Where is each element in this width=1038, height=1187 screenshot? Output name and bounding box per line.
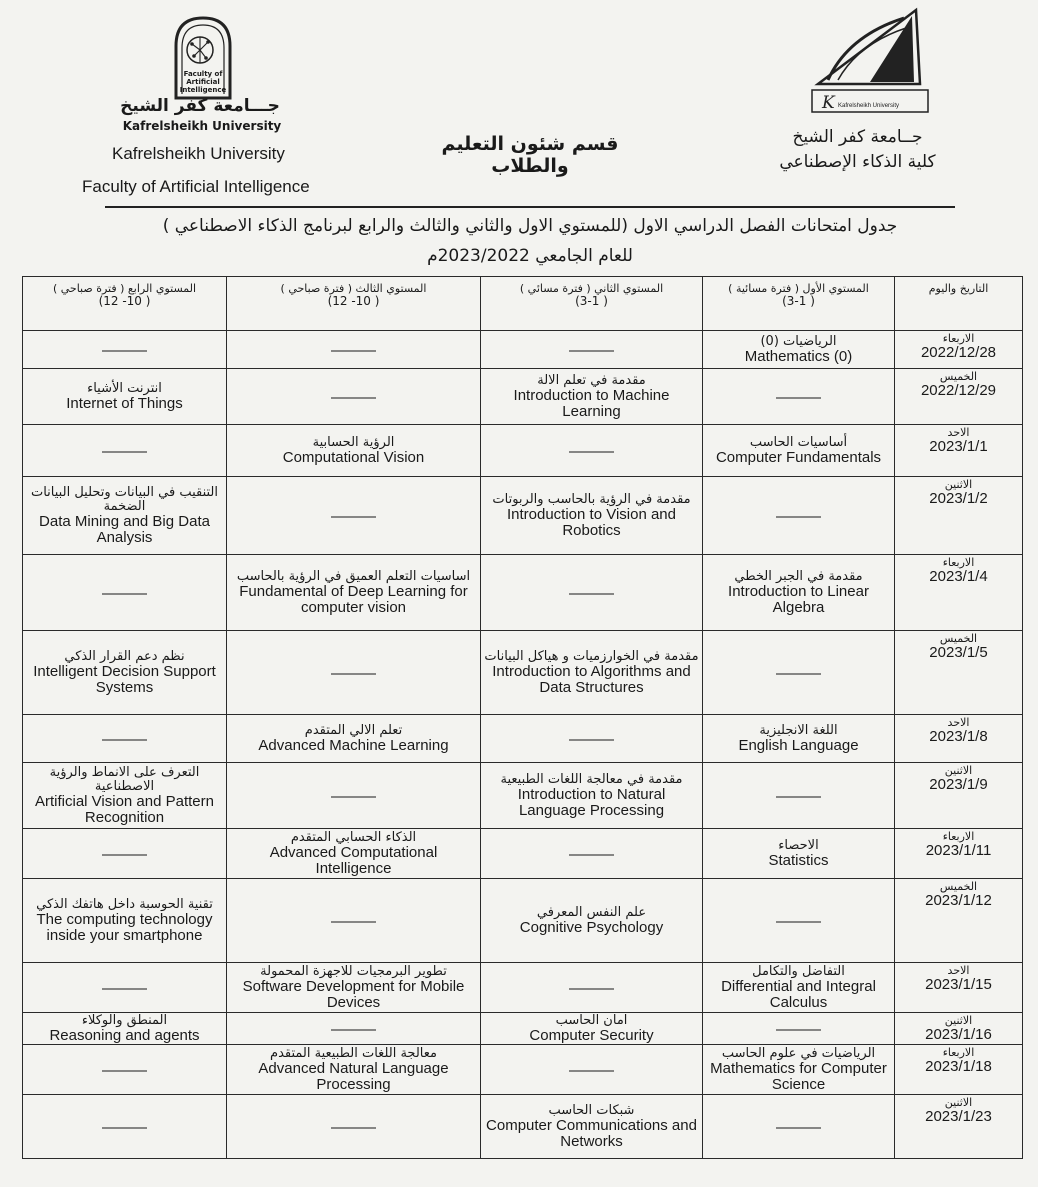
course-name-en: Statistics (768, 851, 829, 869)
course-name-en: Introduction to Algorithms and Data Structures (492, 662, 691, 696)
table-row (23, 763, 1023, 829)
course-name-en: Computer Fundamentals (715, 448, 882, 466)
column-header (703, 277, 895, 331)
empty-slot-dash: ——— (776, 788, 821, 805)
course-name-en: Artificial Vision and Pattern Recognition (35, 792, 214, 826)
exam-date: 2023/1/9 (929, 776, 988, 793)
course-name-ar: الرؤية الحسابية (312, 434, 395, 450)
course-cell (481, 1013, 703, 1045)
course-name-ar: التفاضل والتكامل (752, 963, 845, 979)
date-cell (895, 763, 1023, 829)
course-cell (23, 369, 227, 425)
course-name-ar: الاحصاء (778, 837, 819, 853)
course-cell (227, 425, 481, 477)
university-name-en: Kafrelsheikh University (122, 119, 282, 133)
university-name-en-line: Kafrelsheikh University (112, 144, 285, 163)
date-cell (895, 963, 1023, 1013)
column-header-time: (12 -10 ) (327, 294, 380, 308)
course-cell (703, 829, 895, 879)
empty-slot-dash: ——— (102, 342, 147, 359)
empty-slot-dash: ——— (569, 980, 614, 997)
course-cell (703, 555, 895, 631)
course-name-ar: نظم دعم القرار الذكي (64, 648, 185, 664)
date-cell (895, 1013, 1023, 1045)
table-row (23, 963, 1023, 1013)
course-name-ar: شبكات الحاسب (548, 1102, 635, 1118)
course-cell (703, 879, 895, 963)
course-cell (23, 477, 227, 555)
table-row (23, 829, 1023, 879)
course-cell (481, 829, 703, 879)
weekday-label: الاربعاء (942, 332, 975, 345)
course-cell (227, 331, 481, 369)
course-cell (481, 555, 703, 631)
table-row (23, 369, 1023, 425)
course-name-ar: مقدمة في معالجة اللغات الطبيعية (500, 771, 683, 787)
course-cell (227, 1013, 481, 1045)
empty-slot-dash: ——— (569, 846, 614, 863)
table-row (23, 631, 1023, 715)
course-cell (703, 331, 895, 369)
exam-schedule-table (22, 276, 1023, 1159)
table-row (23, 1095, 1023, 1159)
weekday-label: الاثنين (944, 1014, 973, 1027)
empty-slot-dash: ——— (331, 665, 376, 682)
course-name-en: Advanced Natural Language Processing (258, 1059, 449, 1093)
course-cell (481, 963, 703, 1013)
weekday-label: الاربعاء (942, 1046, 975, 1059)
weekday-label: الخميس (939, 370, 978, 383)
course-cell (227, 829, 481, 879)
course-name-ar: علم النفس المعرفي (536, 904, 647, 920)
faculty-name-en: Faculty of Artificial Intelligence (82, 177, 310, 196)
schedule-title: جدول امتحانات الفصل الدراسي الاول (للمستوي الاول والثاني والثالث والرابع لبرنامج الذكاء الاصطناعي ) (162, 216, 898, 236)
header-divider (105, 206, 955, 208)
course-cell (703, 369, 895, 425)
course-cell (227, 631, 481, 715)
weekday-label: الاحد (947, 426, 970, 439)
course-name-en: Mathematics (0) (744, 347, 853, 365)
course-name-ar: امان الحاسب (555, 1012, 628, 1028)
empty-slot-dash: ——— (776, 1021, 821, 1038)
weekday-label: الخميس (939, 632, 978, 645)
course-cell (703, 763, 895, 829)
date-cell (895, 879, 1023, 963)
academic-year: للعام الجامعي 2023/2022م (427, 246, 633, 266)
column-header-label: المستوي الرابع ( فترة صباحي ) (52, 282, 197, 295)
university-name-ar-right: جــامعة كفر الشيخ (792, 127, 923, 147)
empty-slot-dash: ——— (331, 389, 376, 406)
course-cell (703, 477, 895, 555)
course-cell (23, 631, 227, 715)
course-cell (481, 369, 703, 425)
empty-slot-dash: ——— (102, 731, 147, 748)
course-name-ar: أساسيات الحاسب (749, 434, 848, 450)
table-row (23, 715, 1023, 763)
course-name-en: Advanced Computational Intelligence (269, 843, 438, 877)
empty-slot-dash: ——— (331, 913, 376, 930)
exam-date: 2023/1/2 (929, 490, 988, 507)
course-name-en: Data Mining and Big Data Analysis (39, 512, 210, 546)
course-name-ar: اساسيات التعلم العميق في الرؤية بالحاسب (236, 568, 471, 584)
date-cell (895, 631, 1023, 715)
weekday-label: الاثنين (944, 478, 973, 491)
table-row (23, 1013, 1023, 1045)
table-row (23, 331, 1023, 369)
weekday-label: الاحد (947, 964, 970, 977)
empty-slot-dash: ——— (569, 731, 614, 748)
course-cell (481, 631, 703, 715)
department-title: قسم شئون التعليم والطلاب (441, 133, 619, 177)
course-cell (23, 963, 227, 1013)
course-cell (23, 715, 227, 763)
date-cell (895, 331, 1023, 369)
exam-date: 2023/1/23 (925, 1108, 992, 1125)
exam-date: 2023/1/16 (925, 1026, 992, 1043)
empty-slot-dash: ——— (331, 1021, 376, 1038)
empty-slot-dash: ——— (569, 443, 614, 460)
exam-date: 2023/1/4 (929, 568, 988, 585)
svg-text:K: K (822, 93, 835, 113)
course-cell (227, 555, 481, 631)
course-name-ar: الرياضيات في علوم الحاسب (721, 1045, 876, 1061)
exam-date: 2022/12/28 (920, 344, 997, 361)
empty-slot-dash: ——— (331, 1119, 376, 1136)
course-cell (703, 425, 895, 477)
date-cell (895, 829, 1023, 879)
empty-slot-dash: ——— (331, 342, 376, 359)
course-cell (23, 829, 227, 879)
empty-slot-dash: ——— (102, 1119, 147, 1136)
course-name-en: Fundamental of Deep Learning for computer vision (239, 582, 468, 616)
course-name-en: Cognitive Psychology (519, 918, 664, 936)
svg-text:Kafrelsheikh University: Kafrelsheikh University (838, 103, 900, 109)
table-row (23, 425, 1023, 477)
empty-slot-dash: ——— (776, 1119, 821, 1136)
exam-date: 2023/1/8 (929, 728, 988, 745)
course-cell (23, 555, 227, 631)
course-name-ar: التنقيب في البيانات وتحليل البيانات الضخمة (30, 484, 218, 514)
weekday-label: الخميس (939, 880, 978, 893)
column-header-time: (3-1 ) (575, 294, 608, 308)
empty-slot-dash: ——— (331, 788, 376, 805)
course-cell (23, 425, 227, 477)
course-name-ar: مقدمة في تعلم الالة (537, 372, 646, 388)
course-name-en: English Language (738, 736, 859, 754)
exam-date: 2023/1/1 (929, 438, 988, 455)
course-cell (481, 425, 703, 477)
empty-slot-dash: ——— (569, 1062, 614, 1079)
course-cell (227, 715, 481, 763)
course-name-en: Introduction to Vision and Robotics (506, 505, 676, 539)
course-cell (481, 715, 703, 763)
course-name-ar: مقدمة في الجبر الخطي (734, 568, 863, 584)
university-name-ar: جـــامعة كفر الشيخ (120, 96, 280, 116)
table-row (23, 555, 1023, 631)
course-name-en: Introduction to Natural Language Processing (517, 785, 666, 819)
course-name-en: Reasoning and agents (49, 1026, 200, 1044)
course-cell (227, 1095, 481, 1159)
column-header-label: التاريخ واليوم (928, 282, 989, 295)
empty-slot-dash: ——— (776, 913, 821, 930)
column-header-time: (3-1 ) (782, 294, 815, 308)
course-name-ar: التعرف على الانماط والرؤية الاصطناعية (49, 764, 200, 794)
weekday-label: الاثنين (944, 1096, 973, 1109)
course-cell (703, 715, 895, 763)
course-cell (481, 331, 703, 369)
course-cell (227, 879, 481, 963)
course-name-en: Introduction to Linear Algebra (728, 582, 869, 616)
exam-date: 2023/1/5 (929, 644, 988, 661)
course-name-en: Computer Security (529, 1026, 654, 1044)
course-cell (23, 331, 227, 369)
course-cell (481, 477, 703, 555)
course-cell (23, 1045, 227, 1095)
course-name-en: Intelligent Decision Support Systems (33, 662, 216, 696)
course-cell (481, 1095, 703, 1159)
course-name-en: Software Development for Mobile Devices (242, 977, 465, 1011)
empty-slot-dash: ——— (569, 585, 614, 602)
exam-date: 2023/1/18 (925, 1058, 992, 1075)
course-name-ar: الذكاء الحسابي المتقدم (290, 829, 417, 845)
course-name-en: Mathematics for Computer Science (710, 1059, 887, 1093)
course-cell (227, 477, 481, 555)
empty-slot-dash: ——— (331, 508, 376, 525)
course-cell (23, 1095, 227, 1159)
course-cell (481, 763, 703, 829)
course-name-ar: مقدمة في الخوارزميات و هياكل البيانات (484, 648, 699, 664)
course-name-en: Internet of Things (66, 394, 183, 412)
empty-slot-dash: ——— (102, 585, 147, 602)
table-row (23, 1045, 1023, 1095)
date-cell (895, 555, 1023, 631)
course-name-ar: الرياضيات (0) (760, 333, 837, 349)
document-header (0, 0, 1038, 266)
empty-slot-dash: ——— (776, 389, 821, 406)
empty-slot-dash: ——— (102, 980, 147, 997)
course-cell (227, 369, 481, 425)
column-header (23, 277, 227, 331)
column-header (481, 277, 703, 331)
course-name-ar: المنطق والوكلاء (81, 1012, 168, 1028)
column-header-label: المستوي الثاني ( فترة مسائي ) (519, 282, 664, 295)
course-name-ar: معالجة اللغات الطبيعية المتقدم (270, 1045, 437, 1061)
exam-date: 2022/12/29 (920, 382, 997, 399)
course-name-ar: انترنت الأشياء (87, 380, 162, 396)
course-name-en: Computer Communications and Networks (486, 1116, 697, 1150)
table-row (23, 477, 1023, 555)
empty-slot-dash: ——— (776, 665, 821, 682)
course-name-ar: مقدمة في الرؤية بالحاسب والربوتات (492, 491, 691, 507)
empty-slot-dash: ——— (569, 342, 614, 359)
course-cell (227, 963, 481, 1013)
column-header-label: المستوي الثالث ( فترة صباحي ) (280, 282, 427, 295)
course-name-ar: تقنية الحوسبة داخل هاتفك الذكي (36, 896, 213, 912)
date-cell (895, 369, 1023, 425)
weekday-label: الاربعاء (942, 556, 975, 569)
course-cell (227, 763, 481, 829)
course-cell (703, 963, 895, 1013)
course-name-ar: تعلم الالي المتقدم (304, 722, 403, 738)
course-name-en: Introduction to Machine Learning (513, 386, 670, 420)
course-cell (23, 763, 227, 829)
empty-slot-dash: ——— (776, 508, 821, 525)
exam-date: 2023/1/15 (925, 976, 992, 993)
course-name-ar: تطوير البرمجيات للاجهزة المحمولة (260, 963, 447, 979)
course-cell (703, 1045, 895, 1095)
course-name-en: The computing technology inside your smartphone (36, 910, 213, 944)
faculty-logo-icon (808, 6, 932, 116)
course-name-en: Computational Vision (282, 448, 425, 466)
column-header (895, 277, 1023, 331)
course-cell (703, 631, 895, 715)
empty-slot-dash: ——— (102, 1062, 147, 1079)
weekday-label: الاثنين (944, 764, 973, 777)
exam-date: 2023/1/12 (925, 892, 992, 909)
emblem-caption: Faculty of Artificial Intelligence (179, 70, 227, 94)
date-cell (895, 715, 1023, 763)
course-cell (703, 1013, 895, 1045)
course-name-ar: اللغة الانجليزية (759, 722, 838, 738)
column-header (227, 277, 481, 331)
course-name-en: Differential and Integral Calculus (721, 977, 876, 1011)
empty-slot-dash: ——— (102, 443, 147, 460)
table-header-row (23, 277, 1023, 331)
faculty-name-ar: كلية الذكاء الإصطناعي (779, 152, 936, 172)
table-row (23, 879, 1023, 963)
weekday-label: الاحد (947, 716, 970, 729)
course-cell (703, 1095, 895, 1159)
course-cell (481, 879, 703, 963)
empty-slot-dash: ——— (102, 846, 147, 863)
date-cell (895, 1095, 1023, 1159)
date-cell (895, 477, 1023, 555)
exam-date: 2023/1/11 (925, 842, 992, 859)
course-cell (23, 1013, 227, 1045)
course-cell (227, 1045, 481, 1095)
weekday-label: الاربعاء (942, 830, 975, 843)
column-header-label: المستوي الأول ( فترة مسائية ) (728, 282, 869, 295)
column-header-time: (12 -10 ) (98, 294, 151, 308)
course-cell (481, 1045, 703, 1095)
course-cell (23, 879, 227, 963)
date-cell (895, 425, 1023, 477)
date-cell (895, 1045, 1023, 1095)
course-name-en: Advanced Machine Learning (258, 736, 449, 754)
